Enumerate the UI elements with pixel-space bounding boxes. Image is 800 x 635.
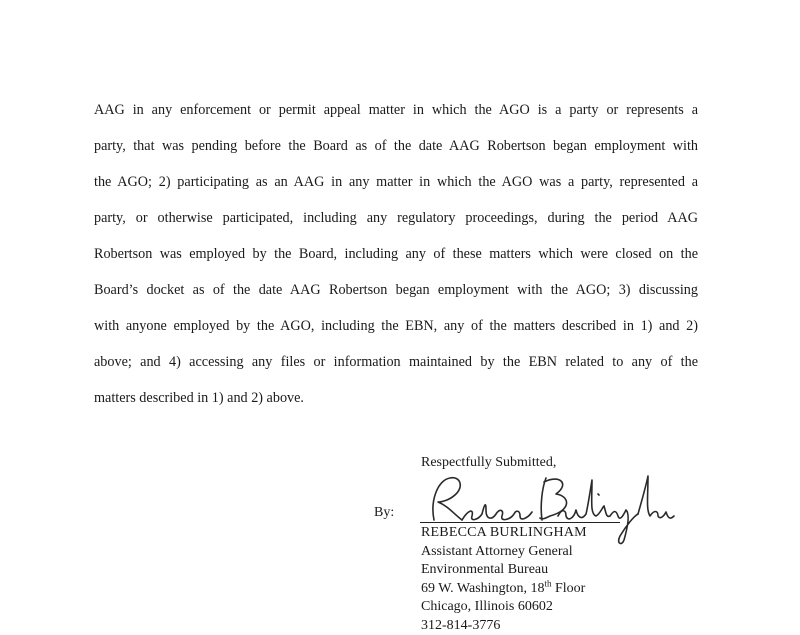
body-line-3: the AGO; 2) participating as an AAG in any matter in which the AGO was a party, represented a bbox=[94, 164, 698, 200]
body-paragraph bbox=[94, 92, 698, 416]
body-line-5: Robertson was employed by the Board, including any of these matters which were closed on the bbox=[94, 236, 698, 272]
signer-title: Assistant Attorney General bbox=[421, 543, 587, 562]
signer-address-street bbox=[421, 580, 587, 599]
body-line-2: party, that was pending before the Board as of the date AAG Robertson began employment with bbox=[94, 128, 698, 164]
by-label: By: bbox=[374, 505, 394, 521]
body-line-9: matters described in 1) and 2) above. bbox=[94, 380, 698, 416]
street-floor: Floor bbox=[551, 581, 585, 596]
signer-address-city: Chicago, Illinois 60602 bbox=[421, 598, 587, 617]
body-line-7: with anyone employed by the AGO, including the EBN, any of the matters described in 1) and 2) bbox=[94, 308, 698, 344]
signer-name: REBECCA BURLINGHAM bbox=[421, 524, 587, 543]
body-line-4: party, or otherwise participated, including any regulatory proceedings, during the period AAG bbox=[94, 200, 698, 236]
body-line-8: above; and 4) accessing any files or information maintained by the EBN related to any of the bbox=[94, 344, 698, 380]
signer-bureau: Environmental Bureau bbox=[421, 561, 587, 580]
street-text: 69 W. Washington, 18 bbox=[421, 581, 544, 596]
street-ordinal-suffix: th bbox=[544, 578, 551, 588]
signature-line bbox=[420, 522, 620, 523]
signer-phone: 312-814-3776 bbox=[421, 617, 587, 635]
closing-salutation: Respectfully Submitted, bbox=[421, 455, 556, 471]
body-line-6: Board’s docket as of the date AAG Robertson began employment with the AGO; 3) discussing bbox=[94, 272, 698, 308]
body-line-1: AAG in any enforcement or permit appeal matter in which the AGO is a party or represents a bbox=[94, 92, 698, 128]
signer-block bbox=[421, 524, 587, 635]
